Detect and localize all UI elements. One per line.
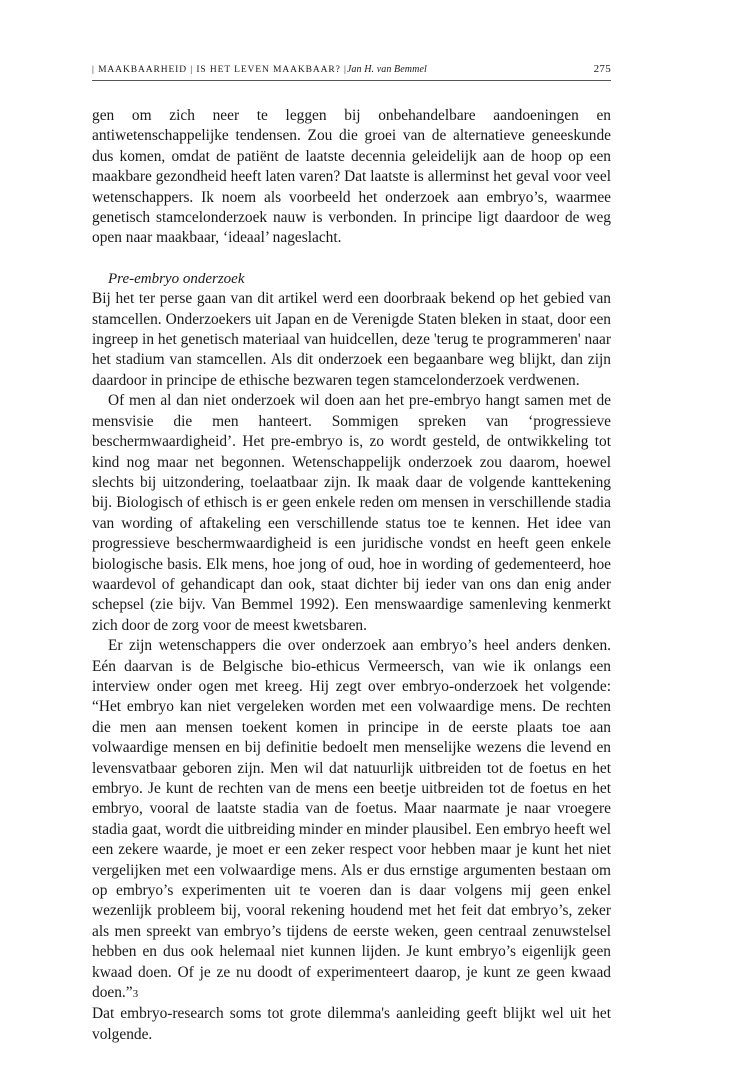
running-header bbox=[92, 62, 611, 81]
paragraph-4 bbox=[92, 636, 611, 1004]
article-body bbox=[92, 106, 611, 1045]
running-title-text: | MAAKBAARHEID | IS HET LEVEN MAAKBAAR? | bbox=[92, 65, 347, 75]
paragraph-2: Bij het ter perse gaan van dit artikel werd een doorbraak bekend op het gebied van stamcellen. Onderzoekers uit Japan en de Verenigde Staten bleken in staat, door een ingreep in het genetisch materiaal van huidcellen, deze 'terug te programmeren' naar het stadium van stamcellen. Als dit onderzoek een begaanbare weg blijkt, dan zijn daardoor in principe de ethische bezwaren tegen stamcelonderzoek verdwenen. bbox=[92, 290, 611, 389]
page-number: 275 bbox=[593, 63, 611, 75]
running-title bbox=[92, 64, 427, 75]
footnote-reference[interactable]: 3 bbox=[132, 988, 139, 1001]
paragraph-1: gen om zich neer te leggen bij onbehandelbare aandoeningen en antiwetenschappelijke tendensen. Zou die groei van de alternatieve geneeskunde dus komen, omdat de patiënt de laatste decennia geleidelijk aan de hoop op een maakbare gezondheid heeft laten varen? Dat laatste is allerminst het geval voor veel wetenschappers. Ik noem als voorbeeld het onderzoek aan embryo’s, waarmee genetisch stamcelonderzoek nauw is verbonden. In principe ligt daardoor de weg open naar maakbaar, ‘ideaal’ nageslacht. bbox=[92, 107, 611, 247]
paragraph-5: Dat embryo-research soms tot grote dilemma's aanleiding geeft blijkt wel uit het volgende. bbox=[92, 1005, 611, 1043]
section-heading: Pre-embryo onderzoek bbox=[108, 270, 245, 287]
paragraph-3: Of men al dan niet onderzoek wil doen aan het pre-embryo hangt samen met de mensvisie die men hanteert. Sommigen spreken van ‘progressieve beschermwaardigheid’. Het pre-embryo is, zo wordt gesteld, de ontwikkeling tot kind nog maar net begonnen. Wetenschappelijk onderzoek zou daarom, hoewel slechts bij uitzondering, toelaatbaar zijn. Ik maak daar de volgende kanttekening bij. Biologisch of ethisch is er geen enkele reden om mensen in verschillende stadia van wording of aftakeling een verschillende status toe te kennen. Het idee van progressieve beschermwaardigheid is een juridische vondst en heeft geen enkele biologische basis. Elk mens, hoe jong of oud, hoe in wording of gedementeerd, hoe waardevol of gehandicapt dan ook, staat dichter bij ieder van ons dan enig ander schepsel (zie bijv. Van Bemmel 1992). Een menswaardige samenleving kenmerkt zich door de zorg voor de meest kwetsbaren. bbox=[92, 392, 611, 634]
author-name: Jan H. van Bemmel bbox=[346, 64, 427, 75]
quote-text: Er zijn wetenschappers die over onderzoek aan embryo’s heel anders denken. Eén daarvan is de Belgische bio-ethicus Vermeersch, van wie ik onlangs een interview onder ogen met kreeg. Hij zegt over embryo-onderzoek het volgende: “Het embryo kan niet vergeleken worden met een volwaardige mens. De rechten die men aan mensen toekent komen in principe in de eerste plaats toe aan volwaardige mensen en bij definitie bedoelt men menselijke wezens die levend en levensvatbaar geboren zijn. Men wil dat natuurlijk uitbreiden tot de foetus en het embryo. Je kunt de rechten van de mens een beetje uitbreiden tot de foetus en het embryo, vooral de laatste stadia van de foetus. Maar naarmate je naar vroegere stadia gaat, wordt die uitbreiding minder en minder plausibel. Een embryo heeft wel een zekere waarde, je moet er een zeker respect voor hebben maar je kunt het niet vergelijken met een volwaardige mens. Als er dus ernstige argumenten bestaan om op embryo’s experimenten uit te voeren dan is daar volgens mij geen enkel wezenlijk probleem bij, vooral rekening houdend met het feit dat embryo’s, zeker als men spreekt van embryo’s tijdens de eerste weken, geen centraal zenuwstelsel hebben en dus ook helemaal niet kunnen lijden. Je kunt embryo’s eigenlijk geen kwaad doen. Of je ze nu doodt of experimenteert daarop, je kunt ze geen kwaad doen.” bbox=[92, 637, 611, 1002]
